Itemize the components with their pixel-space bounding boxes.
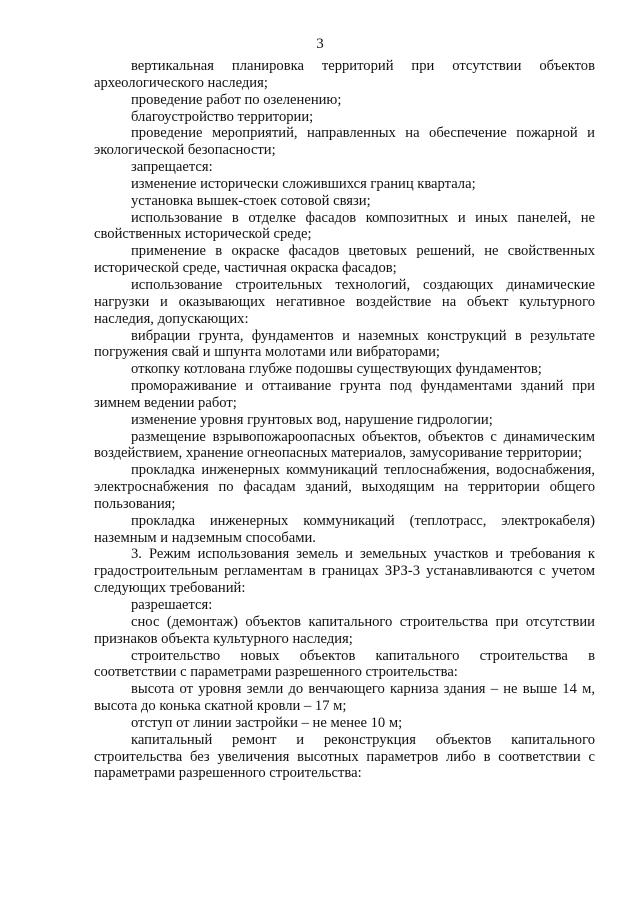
paragraph: высота от уровня земли до венчающего карниза здания – не выше 14 м, высота до конька скатной кровли – 17 м; <box>94 681 595 715</box>
paragraph: строительство новых объектов капитального строительства в соответствии с параметрами разрешенного строительства: <box>94 647 595 681</box>
paragraph: промораживание и оттаивание грунта под фундаментами зданий при зимнем ведении работ; <box>94 378 595 411</box>
paragraph: отступ от линии застройки – не менее 10 м; <box>131 714 403 731</box>
paragraph: вибрации грунта, фундаментов и наземных конструкций в результате погружения свай и шпунта молотами или вибраторами; <box>94 327 595 361</box>
paragraph: 3. Режим использования земель и земельных участков и требования к градостроительным регламентам в границах ЗРЗ-3 устанавливаются с учетом следующих требований: <box>94 546 595 597</box>
paragraph: запрещается: <box>131 159 213 176</box>
paragraph: проведение работ по озеленению; <box>131 91 342 108</box>
document-body <box>94 58 595 782</box>
paragraph: снос (демонтаж) объектов капитального строительства при отсутствии признаков объекта культурного наследия; <box>94 613 595 647</box>
paragraph: проведение мероприятий, направленных на обеспечение пожарной и экологической безопасности; <box>94 125 595 159</box>
paragraph: разрешается: <box>131 597 213 613</box>
paragraph: размещение взрывопожароопасных объектов, объектов с динамическим воздействием, хранение огнеопасных материалов, замусоривание территории; <box>94 428 595 462</box>
paragraph: капитальный ремонт и реконструкция объектов капитального строительства без увеличения высотных параметров либо в соответствии с параметрами разрешенного строительства: <box>94 731 595 782</box>
paragraph: изменение исторически сложившихся границ квартала; <box>131 175 476 192</box>
paragraph: использование в отделке фасадов композитных и иных панелей, не свойственных исторической среде; <box>94 209 595 243</box>
paragraph: использование строительных технологий, создающих динамические нагрузки и оказывающих негативное воздействие на объект культурного наследия, допускающих: <box>94 276 595 327</box>
paragraph: применение в окраске фасадов цветовых решений, не свойственных исторической среде, частичная окраска фасадов; <box>94 243 595 277</box>
paragraph: прокладка инженерных коммуникаций (теплотрасс, электрокабеля) наземным и надземным способами. <box>94 512 595 546</box>
paragraph: изменение уровня грунтовых вод, нарушение гидрологии; <box>131 411 493 428</box>
paragraph: прокладка инженерных коммуникаций теплоснабжения, водоснабжения, электроснабжения по фасадам зданий, выходящим на территории общего пользования; <box>94 462 595 512</box>
paragraph: установка вышек-стоек сотовой связи; <box>131 192 371 209</box>
page-number: 3 <box>316 36 324 52</box>
paragraph: откопку котлована глубже подошвы существующих фундаментов; <box>131 361 542 378</box>
paragraph: вертикальная планировка территорий при отсутствии объектов археологического наследия; <box>94 58 595 91</box>
paragraph: благоустройство территории; <box>131 108 314 125</box>
